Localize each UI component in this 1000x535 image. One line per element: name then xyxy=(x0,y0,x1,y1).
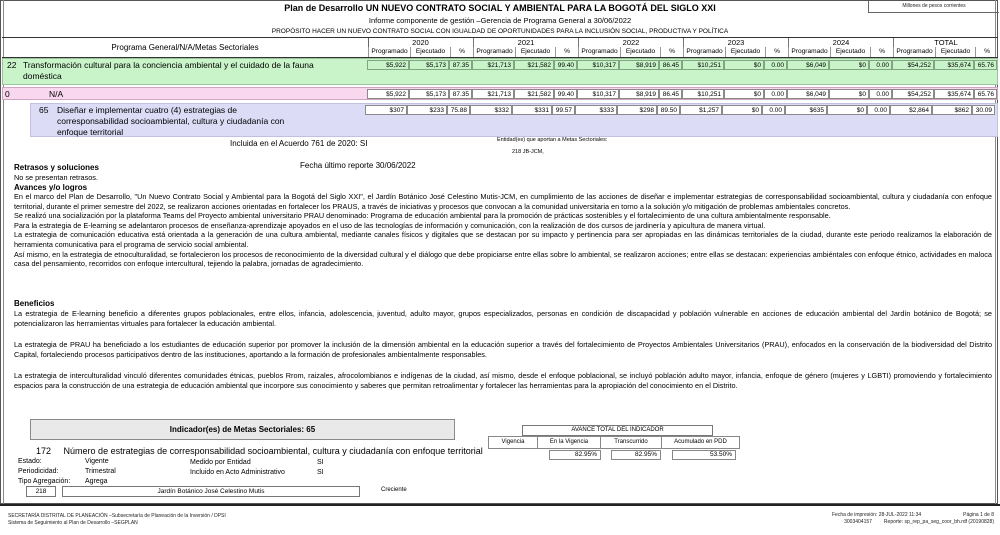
estado-label: Estado: xyxy=(18,458,42,465)
value-cell: $5,173 xyxy=(409,60,449,70)
footer-doc-id: 3003404157 xyxy=(844,518,872,525)
row-values xyxy=(367,60,997,70)
sub-column-header: Ejecutado xyxy=(620,47,660,57)
row-name: Diseñar e implementar cuatro (4) estrategias de corresponsabilidad socioambiental, cultura y ciudadanía con enfoque territorial xyxy=(57,105,285,137)
tendencia-label: Creciente xyxy=(381,487,407,493)
paragraph: La estrategia de comunicación educativa está orientada a la generación de una cultura ambiental, mediante canales físicos y digitales que se destacan por su impacto y pertinencia para ser apropiadas en las dinámicas territoriales de la ciudad, durante este periodo realizamos la elaboración de herramienta comunicativa para el programa de servicio social ambiental. xyxy=(14,230,992,249)
table-row-programa xyxy=(2,58,998,85)
sub-column-header: % xyxy=(870,47,893,57)
value-cell: $21,713 xyxy=(472,89,514,99)
acto-administrativo-value: SI xyxy=(317,469,324,476)
value-cell: $331 xyxy=(512,105,552,115)
avance-transcurrido-value: 82.95% xyxy=(611,450,661,460)
year-header: 2023 xyxy=(683,38,788,47)
avance-total-title: AVANCE TOTAL DEL INDICADOR xyxy=(522,425,713,436)
medido-por-entidad-label: Medido por Entidad xyxy=(190,459,251,466)
value-cell: 99.40 xyxy=(554,60,577,70)
value-cell: $5,922 xyxy=(367,89,409,99)
avance-en-la-vigencia-value: 82.95% xyxy=(549,450,601,460)
sub-column-header: Ejecutado xyxy=(935,47,975,57)
retrasos-text: No se presentan retrasos. xyxy=(14,173,98,182)
acto-administrativo-label: Incluido en Acto Administrativo xyxy=(190,469,285,476)
value-cell: $862 xyxy=(932,105,972,115)
avance-col-transcurrido: Transcurrido xyxy=(601,436,662,449)
footer-fecha-impresion: Fecha de impresión: 28-JUL-2022 11:34 xyxy=(832,512,922,518)
row-name: Transformación cultural para la conciencia ambiental y el cuidado de la fauna doméstica xyxy=(23,60,314,81)
value-cell: $6,049 xyxy=(787,89,829,99)
beneficios-title: Beneficios xyxy=(14,299,55,308)
fecha-ultimo-reporte: Fecha último reporte 30/06/2022 xyxy=(300,161,416,170)
value-cell: $0 xyxy=(829,89,869,99)
year-header: 2022 xyxy=(578,38,683,47)
indicador-header: Indicador(es) de Metas Sectoriales: 65 xyxy=(30,419,455,440)
value-cell: $298 xyxy=(617,105,657,115)
year-header: 2024 xyxy=(788,38,893,47)
report-title: Plan de Desarrollo UN NUEVO CONTRATO SOCIAL Y AMBIENTAL PARA LA BOGOTÁ DEL SIGLO XXI xyxy=(284,3,716,13)
value-cell: $21,713 xyxy=(472,60,514,70)
footer-left xyxy=(8,513,226,526)
value-cell: $0 xyxy=(722,105,762,115)
footer-pagina: Página 1 de 8 xyxy=(963,512,994,518)
value-cell: 86.45 xyxy=(659,89,682,99)
row-values xyxy=(367,89,997,99)
beneficios-paragraphs xyxy=(14,309,992,403)
avance-col-en-la-vigencia: En la Vigencia xyxy=(538,436,601,449)
value-cell: $2,864 xyxy=(890,105,932,115)
value-cell: $332 xyxy=(470,105,512,115)
value-cell: $1,257 xyxy=(680,105,722,115)
value-cell: $333 xyxy=(575,105,617,115)
value-cell: 86.45 xyxy=(659,60,682,70)
avance-col-vigencia: Vigencia xyxy=(488,436,538,449)
report-proposito: PROPÓSITO HACER UN NUEVO CONTRATO SOCIAL CON IGUALDAD DE OPORTUNIDADES PARA LA INCLUSIÓN SOCIAL, PRODUCTIVA Y POLÍTICA xyxy=(271,28,729,35)
value-cell: $10,251 xyxy=(682,60,724,70)
row-name: N/A xyxy=(49,89,64,99)
report-header xyxy=(140,3,860,35)
value-cell: 0.00 xyxy=(764,60,787,70)
value-cell: $5,173 xyxy=(409,89,449,99)
sub-column-header: % xyxy=(765,47,788,57)
sub-column-header: Ejecutado xyxy=(830,47,870,57)
value-cell: 99.57 xyxy=(552,105,575,115)
year-group-headers xyxy=(368,38,998,47)
footer-right xyxy=(832,512,994,525)
table-row-na xyxy=(2,87,998,100)
value-cell: 0.00 xyxy=(762,105,785,115)
indicador-name-row xyxy=(36,446,483,456)
sub-column-header: % xyxy=(660,47,683,57)
sub-column-header: Programado xyxy=(578,47,620,57)
paragraph: La estrategia de interculturalidad vinculó diferentes comunidades étnicas, pueblos Rrom, raizales, afrocolombianos e indígenas de la ciudad, así mismo, desde el enfoque poblacional, se incluyó población adulto mayor, infancia, enfoque de género (mujeres y LGBTI) promoviendo y fortalecimiento espacios para la construcción de una estrategia de educación ambiental que incorpore sus conocimiento y saberes que permitan retroalimentar y fortalecer las herramientas para la apropiación del conocimiento en el Distrito. xyxy=(14,371,992,390)
value-cell: $233 xyxy=(407,105,447,115)
footer-separator xyxy=(0,504,1000,506)
sub-column-header: % xyxy=(975,47,998,57)
retrasos-title: Retrasos y soluciones xyxy=(14,163,99,172)
value-cell: $8,919 xyxy=(619,60,659,70)
value-cell: $54,252 xyxy=(892,60,934,70)
value-cell: $10,317 xyxy=(577,89,619,99)
value-cell: $0 xyxy=(829,60,869,70)
value-cell: 30.09 xyxy=(972,105,995,115)
paragraph: La estrategia de E-learning beneficio a diferentes grupos poblacionales, entre ellos, infancia, adolescencia, juventud, adulto mayor, grupos especializados, personas en condición de discapacidad y población vulnerable en acciones de educación ambiental del Jardín botánico de Bogotá; se potencializaron las herramientas virtuales para fortalecer la educación ambiental. xyxy=(14,309,992,328)
column-header-programa: Programa General/N/A/Metas Sectoriales xyxy=(2,38,369,57)
table-row-meta-sectorial xyxy=(30,103,998,137)
value-cell: $8,919 xyxy=(619,89,659,99)
indicador-name: Número de estrategias de corresponsabilidad socioambiental, cultura y ciudadanía con enfoque territorial xyxy=(63,446,483,456)
entidades-value: 218 JB-JCM, xyxy=(512,149,544,155)
value-cell: 87.35 xyxy=(449,89,472,99)
sub-column-header: Programado xyxy=(893,47,935,57)
value-cell: $5,922 xyxy=(367,60,409,70)
value-cell: $10,251 xyxy=(682,89,724,99)
budget-table-header xyxy=(2,37,998,58)
value-cell: 0.00 xyxy=(764,89,787,99)
value-cell: 65.76 xyxy=(974,60,997,70)
value-cell: $0 xyxy=(724,60,764,70)
periodicidad-value: Trimestral xyxy=(85,468,116,475)
sub-column-header: Ejecutado xyxy=(515,47,555,57)
acuerdo-note: Incluida en el Acuerdo 761 de 2020: SI xyxy=(230,139,368,148)
entity-name-box: Jardín Botánico José Celestino Mutis xyxy=(62,486,360,497)
value-cell: 0.00 xyxy=(869,89,892,99)
sub-column-header: Programado xyxy=(368,47,410,57)
sub-column-header: Programado xyxy=(683,47,725,57)
year-header: TOTAL xyxy=(893,38,998,47)
value-cell: 0.00 xyxy=(869,60,892,70)
sub-column-header: Programado xyxy=(788,47,830,57)
periodicidad-label: Periodicidad: xyxy=(18,468,59,475)
year-header: 2020 xyxy=(412,38,429,47)
sub-column-header: Ejecutado xyxy=(725,47,765,57)
value-cell: $35,674 xyxy=(934,89,974,99)
value-cell: $10,317 xyxy=(577,60,619,70)
paragraph: Se realizó una socialización por la plataforma Teams del Proyecto ambiental universitario PRAU denominado: Programa de educación ambiental para la promoción de prácticas sostenibles y el fortalecimiento de una cultura ambientalmente responsable. xyxy=(14,211,831,221)
row-code: 0 xyxy=(5,89,10,99)
paragraph: Para la estrategia de E-learning se adelantaron procesos de enseñanza-aprendizaje apoyados en el uso de las tecnologías de información y comunicación, con la realización de dos cursos de jardinería y apicultura de manera virtual. xyxy=(14,220,766,230)
units-note: Millones de pesos corrientes xyxy=(868,1,999,13)
avances-paragraphs xyxy=(14,192,992,269)
indicador-code: 172 xyxy=(36,446,52,456)
value-cell: $21,582 xyxy=(514,60,554,70)
value-cell: 87.35 xyxy=(449,60,472,70)
row-values xyxy=(365,105,995,115)
avance-acumulado-pdd-value: 53.50% xyxy=(672,450,736,460)
value-cell: 65.76 xyxy=(974,89,997,99)
value-cell: 89.50 xyxy=(657,105,680,115)
sub-column-header: % xyxy=(555,47,578,57)
footer-secretaria: SECRETARÍA DISTRITAL DE PLANEACIÓN –Subsecretaría de Planeación de la Inversión / DPSI xyxy=(8,513,226,519)
medido-por-entidad-value: SI xyxy=(317,459,324,466)
value-cell: $21,582 xyxy=(514,89,554,99)
estado-value: Vigente xyxy=(85,458,109,465)
tipo-agregacion-label: Tipo Agregación: xyxy=(18,478,71,485)
value-cell: 99.40 xyxy=(554,89,577,99)
value-cell: $0 xyxy=(827,105,867,115)
value-cell: $35,674 xyxy=(934,60,974,70)
year-header: 2021 xyxy=(473,38,578,47)
sub-column-headers xyxy=(368,47,998,57)
value-cell: $0 xyxy=(724,89,764,99)
value-cell: $6,049 xyxy=(787,60,829,70)
avance-total-headers xyxy=(488,436,740,449)
value-cell: $307 xyxy=(365,105,407,115)
paragraph: La estrategia de PRAU ha beneficiado a los estudiantes de educación superior por promover la inclusión de la dimensión ambiental en la educación superior a través del fortalecimiento de Proyectos Ambientales Universitarios (PRAU), enfocados en la conservación de la biodiversidad del Distrito Capital, fortaleciendo procesos participativos dentro de las instituciones, aportando a la formación de profesionales ambientalmente responsables. xyxy=(14,340,992,359)
footer-reporte: Reporte: sp_rep_pa_seg_coor_bh.rdf (20190828) xyxy=(883,518,994,525)
value-cell: 0.00 xyxy=(867,105,890,115)
tipo-agregacion-value: Agrega xyxy=(85,478,108,485)
row-code: 65 xyxy=(39,105,49,115)
row-code: 22 xyxy=(7,60,17,70)
footer-sistema: Sistema de Seguimiento al Plan de Desarrollo –SEGPLAN xyxy=(8,519,138,526)
sub-column-header: % xyxy=(450,47,473,57)
avances-title: Avances y/o logros xyxy=(14,183,88,192)
paragraph: En el marco del Plan de Desarrollo, "Un Nuevo Contrato Social y Ambiental para la Bogotá del Siglo XXI", el Jardín Botánico José Celestino Mutis-JCM, en cumplimiento de las acciones de diseñar e implementar estrategias de corresponsabilidad socioambiental, cultura y ciudadanía con enfoque territorial, durante el primer semestre del 2022, se realizaron acciones orientadas en fortalecer los PRAUS, a través de iniciativas y procesos que convocan a la comunidad universitaria en torno a la solución y/o mitigación de problemas ambientales concretos. xyxy=(14,192,992,211)
report-subtitle: Informe componente de gestión –Gerencia de Programa General a 30/06/2022 xyxy=(368,16,632,25)
entidades-label: Entidad(es) que aportan a Metas Sectoriales: xyxy=(497,137,608,143)
sub-column-header: Ejecutado xyxy=(410,47,450,57)
entity-code-box: 218 xyxy=(26,486,56,497)
sub-column-header: Programado xyxy=(473,47,515,57)
avance-col-acumulado-pdd: Acumulado en PDD xyxy=(662,436,740,449)
paragraph: Así mismo, en la estrategia de etnoculturalidad, se fortalecieron los procesos de reconocimiento de la diversidad cultural y el diálogo que debe propiciarse entre ellas sobre lo ambiental, se realizaron acciones; entre ellas se destacan: experiencias ambiéntales con enfoque étnico, actividades en maloca casa del pensamiento, recorridos con enfoque intercultural, tejiendo la palabra, jornadas de agradecimiento. xyxy=(14,249,992,269)
value-cell: $635 xyxy=(785,105,827,115)
value-cell: $54,252 xyxy=(892,89,934,99)
value-cell: 75.88 xyxy=(447,105,470,115)
